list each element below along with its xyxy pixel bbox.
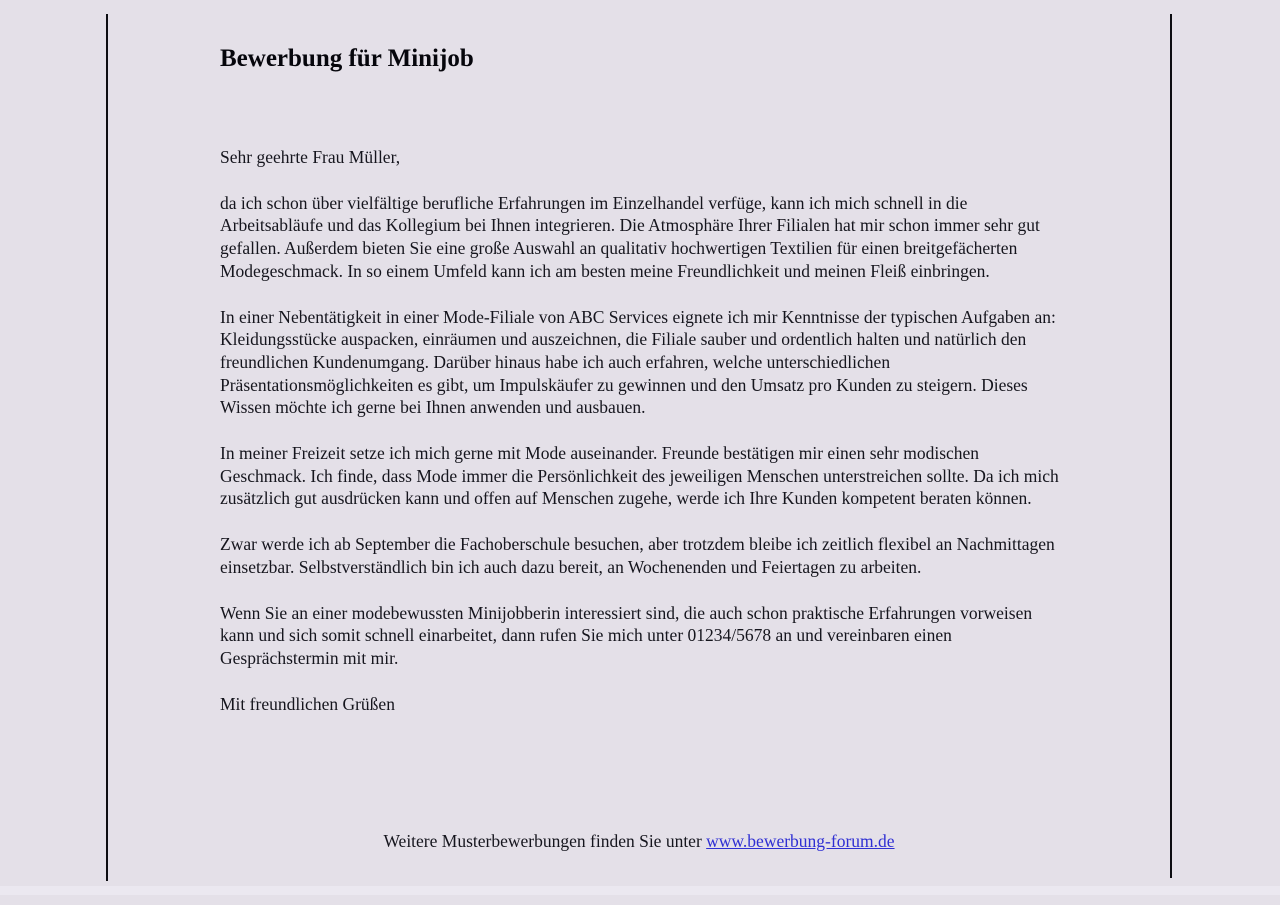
letter-title: Bewerbung für Minijob xyxy=(220,45,474,72)
letter-paragraph: Wenn Sie an einer modebewussten Minijobberin interessiert sind, die auch schon praktische Erfahrungen vorweisen kann und sich somit schnell einarbeitet, dann rufen Sie mich unter 01234/5678 an und vereinbaren einen Gesprächstermin mit mir. xyxy=(220,602,1033,668)
letter-paragraph: da ich schon über vielfältige berufliche Erfahrungen im Einzelhandel verfüge, kann ich mich schnell in die Arbeitsabläufe und das Kollegium bei Ihnen integrieren. Die Atmosphäre Ihrer Filialen hat mir schon immer sehr gut gefallen. Außerdem bieten Sie eine große Auswahl an qualitativ hochwertigen Textilien für einen breitgefächerten Modegeschmack. In so einem Umfeld kann ich am besten meine Freundlichkeit und meinen Fleiß einbringen. xyxy=(220,192,1040,281)
letter-paragraph: In meiner Freizeit setze ich mich gerne mit Mode auseinander. Freunde bestätigen mir einen sehr modischen Geschmack. Ich finde, dass Mode immer die Persönlichkeit des jeweiligen Menschen unterstreichen sollte. Da ich mich zusätzlich gut ausdrücken kann und offen auf Menschen zugehe, werde ich Ihre Kunden kompetent beraten können. xyxy=(220,443,1059,509)
bottom-edge-highlight xyxy=(0,886,1280,895)
letter xyxy=(220,44,1065,738)
closing: Mit freundlichen Grüßen xyxy=(220,693,395,714)
right-margin-rule xyxy=(1170,14,1172,878)
letter-paragraph: In einer Nebentätigkeit in einer Mode-Filiale von ABC Services eignete ich mir Kenntnisse der typischen Aufgaben an: Kleidungsstücke auspacken, einräumen und auszeichnen, die Filiale sauber und ordentlich halten und natürlich den freundlichen Kundenumgang. Darüber hinaus habe ich auch erfahren, welche unterschiedlichen Präsentationsmöglichkeiten es gibt, um Impulskäufer zu gewinnen und den Umsatz pro Kunden zu steigern. Dieses Wissen möchte ich gerne bei Ihnen anwenden und ausbauen. xyxy=(220,306,1056,418)
letter-paragraph: Zwar werde ich ab September die Fachoberschule besuchen, aber trotzdem bleibe ich zeitlich flexibel an Nachmittagen einsetzbar. Selbstverständlich bin ich auch dazu bereit, an Wochenenden und Feiertagen zu arbeiten. xyxy=(220,534,1055,577)
footer-link[interactable]: www.bewerbung-forum.de xyxy=(706,831,895,851)
footer-note xyxy=(108,830,1170,853)
footer-text: Weitere Musterbewerbungen finden Sie unter xyxy=(383,831,707,851)
salutation: Sehr geehrte Frau Müller, xyxy=(220,147,401,167)
left-margin-rule xyxy=(106,14,108,881)
